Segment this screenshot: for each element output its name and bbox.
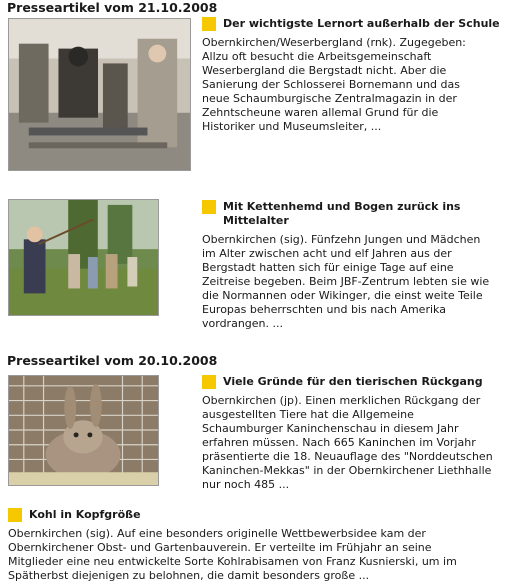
date-heading-21-10-2008: Presseartikel vom 21.10.2008 xyxy=(7,0,218,15)
teaser-line: Mitglieder eine neu entwickelte Sorte Kohlrabisamen von Franz Kusnierski, um im xyxy=(8,555,457,568)
teaser-line: Obernkirchen (jp). Einen merklichen Rückgang der xyxy=(202,394,481,407)
article-headline-link[interactable]: Mit Kettenhemd und Bogen zurück ins Mittelalter xyxy=(223,200,461,227)
teaser-line: Zehntscheune waren allemal Grund für die xyxy=(202,106,439,119)
article-thumbnail-museum[interactable] xyxy=(8,18,191,171)
date-heading-20-10-2008: Presseartikel vom 20.10.2008 xyxy=(7,353,218,368)
teaser-line: Europas beherrschten und bis nach Amerika xyxy=(202,303,446,316)
teaser-line: nur noch 485 ... xyxy=(202,478,290,491)
article-headline-row xyxy=(202,17,502,31)
article-headline-link[interactable]: Der wichtigste Lernort außerhalb der Schule xyxy=(223,17,500,30)
teaser-line: Spätherbst diejenigen zu belohnen, die damit besonders große ... xyxy=(8,569,370,582)
teaser-line: Sanierung der Schlosserei Bornemann und das xyxy=(202,78,460,91)
teaser-line: ausgestellten Tiere hat die Allgemeine xyxy=(202,408,414,421)
article-headline-row xyxy=(8,508,508,522)
article-headline-link[interactable]: Kohl in Kopfgröße xyxy=(29,508,141,521)
article-kettenhemd xyxy=(202,200,502,331)
article-kaninchen xyxy=(202,375,502,492)
yellow-square-bullet-icon xyxy=(202,200,216,214)
teaser-line: präsentierte die 18. Neuauflage des "Norddeutschen xyxy=(202,450,493,463)
teaser-line: Weserbergland die Bergstadt nicht. Aber die xyxy=(202,64,447,77)
article-teaser xyxy=(202,394,502,492)
teaser-line: Kaninchen-Mekkas" in der Obernkirchener Liethhalle xyxy=(202,464,492,477)
article-thumbnail-rabbit[interactable] xyxy=(8,375,159,486)
teaser-line: Allzu oft besucht die Arbeitsgemeinschaft xyxy=(202,50,432,63)
teaser-line: vordrangen. ... xyxy=(202,317,283,330)
yellow-square-bullet-icon xyxy=(8,508,22,522)
article-kohl xyxy=(8,508,508,583)
article-teaser xyxy=(8,527,508,583)
teaser-line: Obernkirchen (sig). Auf eine besonders originelle Wettbewerbsidee kam der xyxy=(8,527,426,540)
article-teaser xyxy=(202,233,502,331)
teaser-line: Obernkirchen/Weserbergland (rnk). Zugegeben: xyxy=(202,36,466,49)
teaser-line: die Normannen oder Wikinger, die einst weite Teile xyxy=(202,289,483,302)
yellow-square-bullet-icon xyxy=(202,17,216,31)
teaser-line: Obernkirchener Obst- und Gartenbauverein. Er verteilte im Frühjahr an seine xyxy=(8,541,432,554)
teaser-line: neue Schaumburgische Zentralmagazin in der xyxy=(202,92,457,105)
teaser-line: Historiker und Museumsleiter, ... xyxy=(202,120,382,133)
article-headline-link[interactable]: Viele Gründe für den tierischen Rückgang xyxy=(223,375,483,388)
teaser-line: Obernkirchen (sig). Fünfzehn Jungen und Mädchen xyxy=(202,233,481,246)
teaser-line: erfahren müssen. Nach 665 Kaninchen im Vorjahr xyxy=(202,436,476,449)
article-lernort xyxy=(202,17,502,134)
teaser-line: Zeitreise begeben. Beim JBF-Zentrum lebten sie wie xyxy=(202,275,490,288)
teaser-line: im Alter zwischen acht und elf Jahren aus der xyxy=(202,247,452,260)
article-thumbnail-archery[interactable] xyxy=(8,199,159,316)
article-headline-row xyxy=(202,375,502,389)
teaser-line: Bergstadt hatten sich für einige Tage auf eine xyxy=(202,261,454,274)
article-headline-row xyxy=(202,200,502,228)
yellow-square-bullet-icon xyxy=(202,375,216,389)
teaser-line: Schaumburger Kaninchenschau in diesem Jahr xyxy=(202,422,459,435)
article-teaser xyxy=(202,36,502,134)
